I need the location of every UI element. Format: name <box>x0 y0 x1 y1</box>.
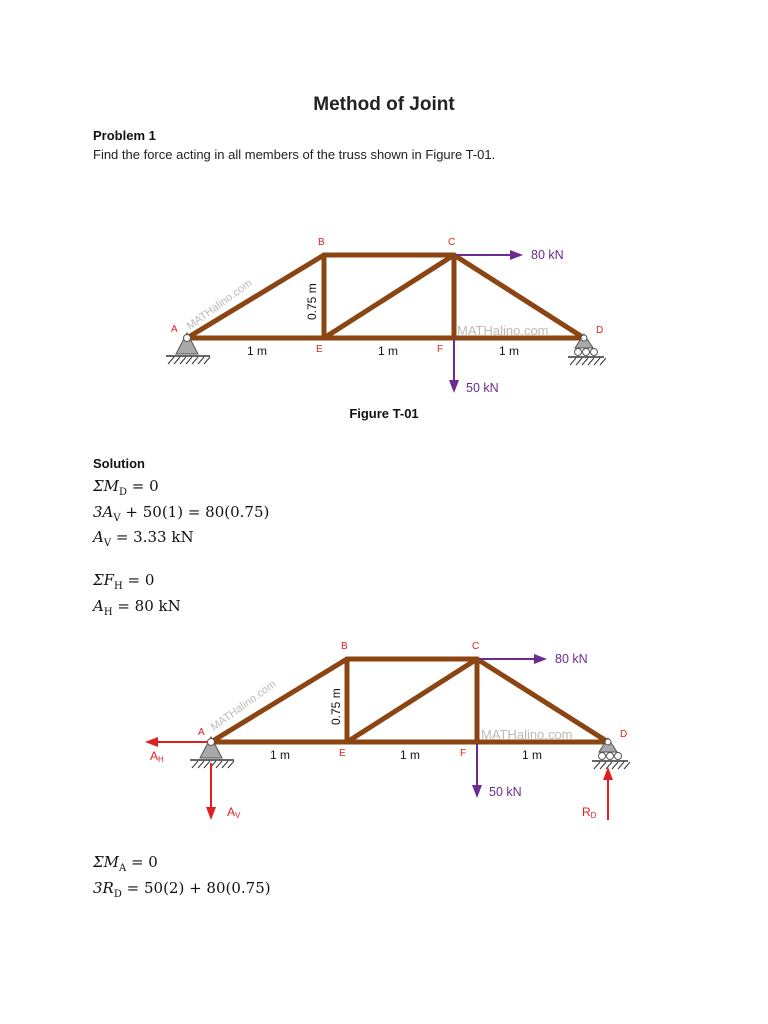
load-50kn-label: 50 kN <box>466 381 499 395</box>
node-label-c: C <box>448 237 456 248</box>
reaction-rd-label: RD <box>582 805 597 820</box>
watermark-diagonal: MATHalino.com <box>208 678 279 734</box>
watermark-diagonal: MATHalino.com <box>184 277 255 333</box>
node-label-d: D <box>596 325 604 336</box>
span-label-1: 1 m <box>270 748 291 762</box>
solution-heading: Solution <box>93 456 145 471</box>
equation-av-result: $A_V = 3.33$ kN <box>93 528 194 549</box>
load-80kn-label: 80 kN <box>531 248 564 262</box>
node-label-e: E <box>339 748 346 759</box>
span-label-3: 1 m <box>499 344 520 358</box>
reaction-ah-label: AH <box>150 749 164 764</box>
node-label-a: A <box>198 727 205 738</box>
truss-figure-1 <box>0 230 768 400</box>
span-label-3: 1 m <box>522 748 543 762</box>
truss-figure-2 <box>0 635 768 835</box>
watermark-horizontal: MATHalino.com <box>457 323 549 338</box>
dimension-labels <box>247 283 519 358</box>
node-label-f: F <box>460 748 467 759</box>
node-label-b: B <box>318 237 325 248</box>
equation-moment-balance-a: $3R_D = 50(2) + 80(0.75)$ <box>93 879 271 900</box>
problem-heading: Problem 1 <box>93 128 156 143</box>
height-label: 0.75 m <box>305 283 319 320</box>
span-label-1: 1 m <box>247 344 268 358</box>
dimension-labels <box>270 688 542 762</box>
equation-sum-forces-h: $\Sigma F_H = 0$ <box>93 571 155 592</box>
height-label: 0.75 m <box>329 688 343 725</box>
load-80kn-label: 80 kN <box>555 652 588 666</box>
applied-loads <box>472 652 588 799</box>
member-ec <box>347 659 477 742</box>
applied-loads <box>449 248 564 395</box>
reaction-av-label: AV <box>227 805 241 820</box>
member-ab <box>184 255 324 338</box>
equation-moment-balance-d: $3A_V + 50(1) = 80(0.75)$ <box>93 503 270 524</box>
equation-sum-moments-d: $\Sigma M_D = 0$ <box>93 477 159 498</box>
span-label-2: 1 m <box>400 748 421 762</box>
span-label-2: 1 m <box>378 344 399 358</box>
equation-sum-moments-a: $\Sigma M_A = 0$ <box>93 853 158 874</box>
member-ec <box>324 255 454 338</box>
page-title: Method of Joint <box>313 94 455 115</box>
node-label-c: C <box>472 641 480 652</box>
node-label-e: E <box>316 344 323 355</box>
watermark-horizontal: MATHalino.com <box>481 727 573 742</box>
node-label-d: D <box>620 729 628 740</box>
node-label-a: A <box>171 324 178 335</box>
node-label-f: F <box>437 344 444 355</box>
equation-ah-result: $A_H = 80$ kN <box>93 597 181 618</box>
problem-statement: Find the force acting in all members of the truss shown in Figure T-01. <box>93 147 496 162</box>
figure-caption: Figure T-01 <box>349 406 419 421</box>
node-label-b: B <box>341 641 348 652</box>
load-50kn-label: 50 kN <box>489 785 522 799</box>
member-ab <box>208 659 347 742</box>
